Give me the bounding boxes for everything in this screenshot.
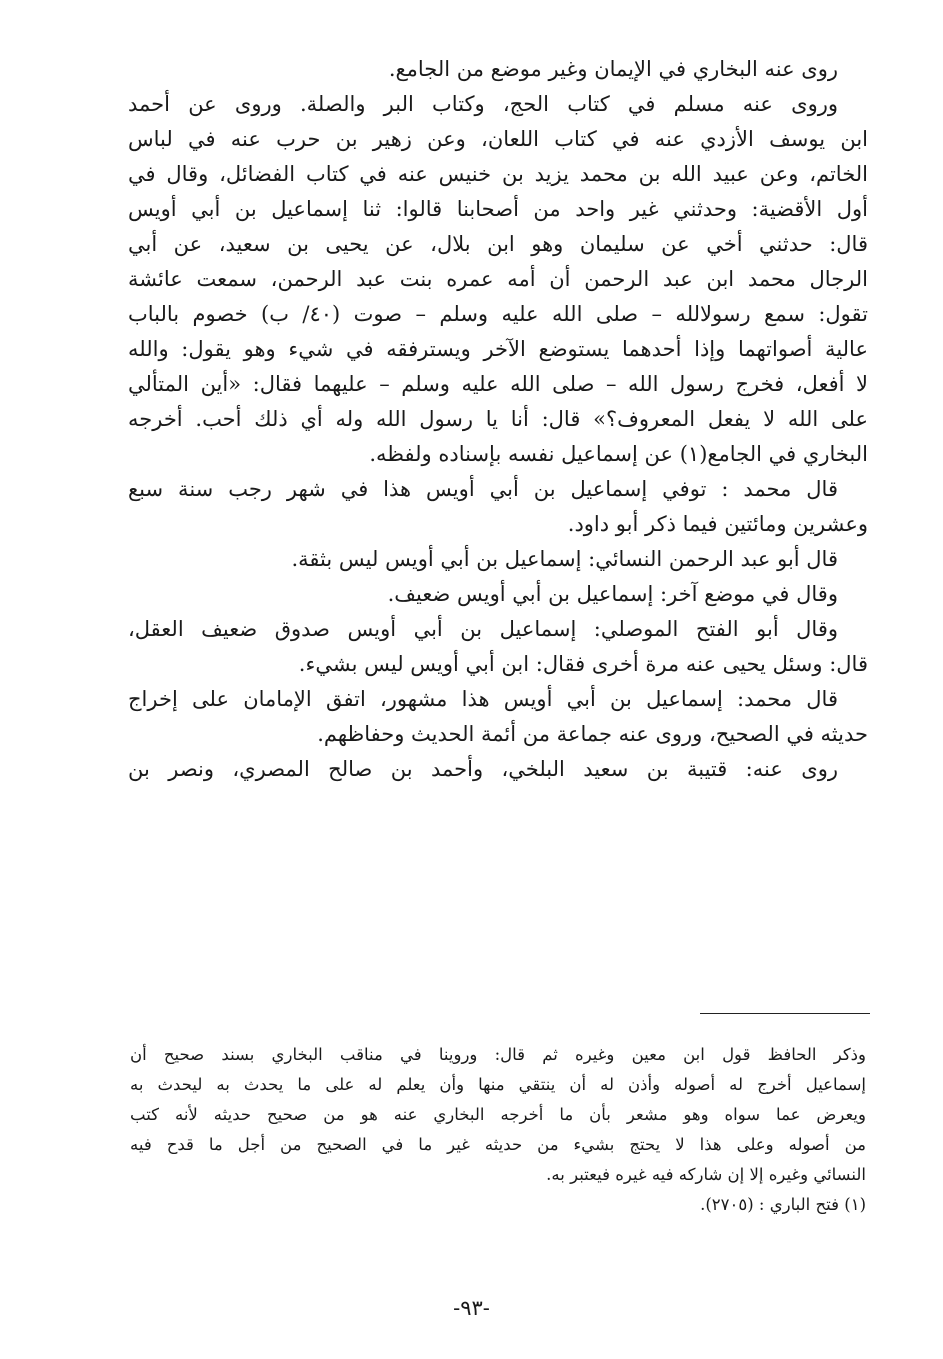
- text-line: ابن يوسف الأزدي عنه في كتاب اللعان، وعن زهير بن حرب عنه في لباس: [128, 127, 868, 151]
- footnotes: [130, 1040, 866, 1220]
- text-line: عالية أصواتهما وإذا أحدهما يستوضع الآخر ويسترفقه في شيء وهو يقول: والله: [128, 337, 868, 361]
- footnote-line: وذكر الحافظ قول ابن معين وغيره ثم قال: وروينا في مناقب البخاري بسند صحيح أن: [130, 1045, 866, 1064]
- text-line: روى عنه: قتيبة بن سعيد البلخي، وأحمد بن صالح المصري، ونصر بن: [128, 757, 838, 781]
- footnote-line: النسائي وغيره إلا إن شاركه فيه غيره فيعتبر به.: [546, 1165, 866, 1184]
- text-line: تقول: سمع رسولالله – صلى الله عليه وسلم – صوت (٤٠/ ب) خصوم بالباب: [128, 302, 868, 326]
- text-line: روى عنه البخاري في الإيمان وغير موضع من الجامع.: [388, 57, 838, 81]
- text-line: قال أبو عبد الرحمن النسائي: إسماعيل بن أبي أويس ليس بثقة.: [291, 547, 838, 571]
- footnote-line: من أصوله وعلى هذا لا يحتج بشيء من حديثه غير ما في الصحيح من أجل ما قدح فيه: [130, 1135, 866, 1154]
- text-line: وروى عنه مسلم في كتاب الحج، وكتاب البر والصلة. وروى عن أحمد: [128, 92, 838, 116]
- text-line: على الله لا يفعل المعروف؟» قال: أنا يا رسول الله وله أي ذلك أحب. أخرجه: [128, 407, 868, 431]
- text-line: حديثه في الصحيح، وروى عنه جماعة من أئمة الحديث وحفاظهم.: [317, 722, 868, 746]
- footnote-line: (١) فتح الباري : (٢٧٠٥).: [700, 1195, 866, 1214]
- text-line: أول الأقضية: وحدثني غير واحد من أصحابنا قالوا: ثنا إسماعيل بن أبي أويس: [128, 197, 868, 221]
- main-text: [128, 52, 868, 787]
- text-line: وقال أبو الفتح الموصلي: إسماعيل بن أبي أويس صدوق ضعيف العقل،: [128, 617, 838, 641]
- page-number: -٩٣-: [453, 1296, 490, 1320]
- footnote-separator: [700, 1013, 870, 1014]
- text-line: قال محمد : توفي إسماعيل بن أبي أويس هذا في شهر رجب سنة سبع: [128, 477, 838, 501]
- footnote-line: ويعرض عما سواه وهو مشعر بأن ما أخرجه البخاري عنه هو من صحيح حديثه لأنه كتب: [130, 1105, 866, 1124]
- text-line: قال محمد: إسماعيل بن أبي أويس هذا مشهور، اتفق الإمامان على إخراج: [128, 687, 838, 711]
- text-line: البخاري في الجامع(١) عن إسماعيل نفسه بإسناده ولفظه.: [369, 442, 868, 466]
- text-line: وعشرين ومائتين فيما ذكر أبو داود.: [567, 512, 868, 536]
- text-line: الرجال محمد ابن عبد الرحمن أن أمه عمره بنت عبد الرحمن، سمعت عائشة: [128, 267, 868, 291]
- text-line: لا أفعل، فخرج رسول الله – صلى الله عليه وسلم – عليهما فقال: «أين المتألي: [128, 372, 868, 396]
- footnote-line: إسماعيل أخرج له أصوله وأذن له أن ينتقي منها وأن يعلم له على ما يحدث به ليحدث به: [130, 1075, 866, 1094]
- text-line: قال: وسئل يحيى عنه مرة أخرى فقال: ابن أبي أويس ليس بشيء.: [298, 652, 868, 676]
- text-line: وقال في موضع آخر: إسماعيل بن أبي أويس ضعيف.: [387, 582, 838, 606]
- text-line: قال: حدثني أخي عن سليمان وهو ابن بلال، عن يحيى بن سعيد، عن أبي: [128, 232, 868, 256]
- text-line: الخاتم، وعن عبيد الله بن محمد يزيد بن خنيس عنه في كتاب الفضائل، وقال في: [128, 162, 868, 186]
